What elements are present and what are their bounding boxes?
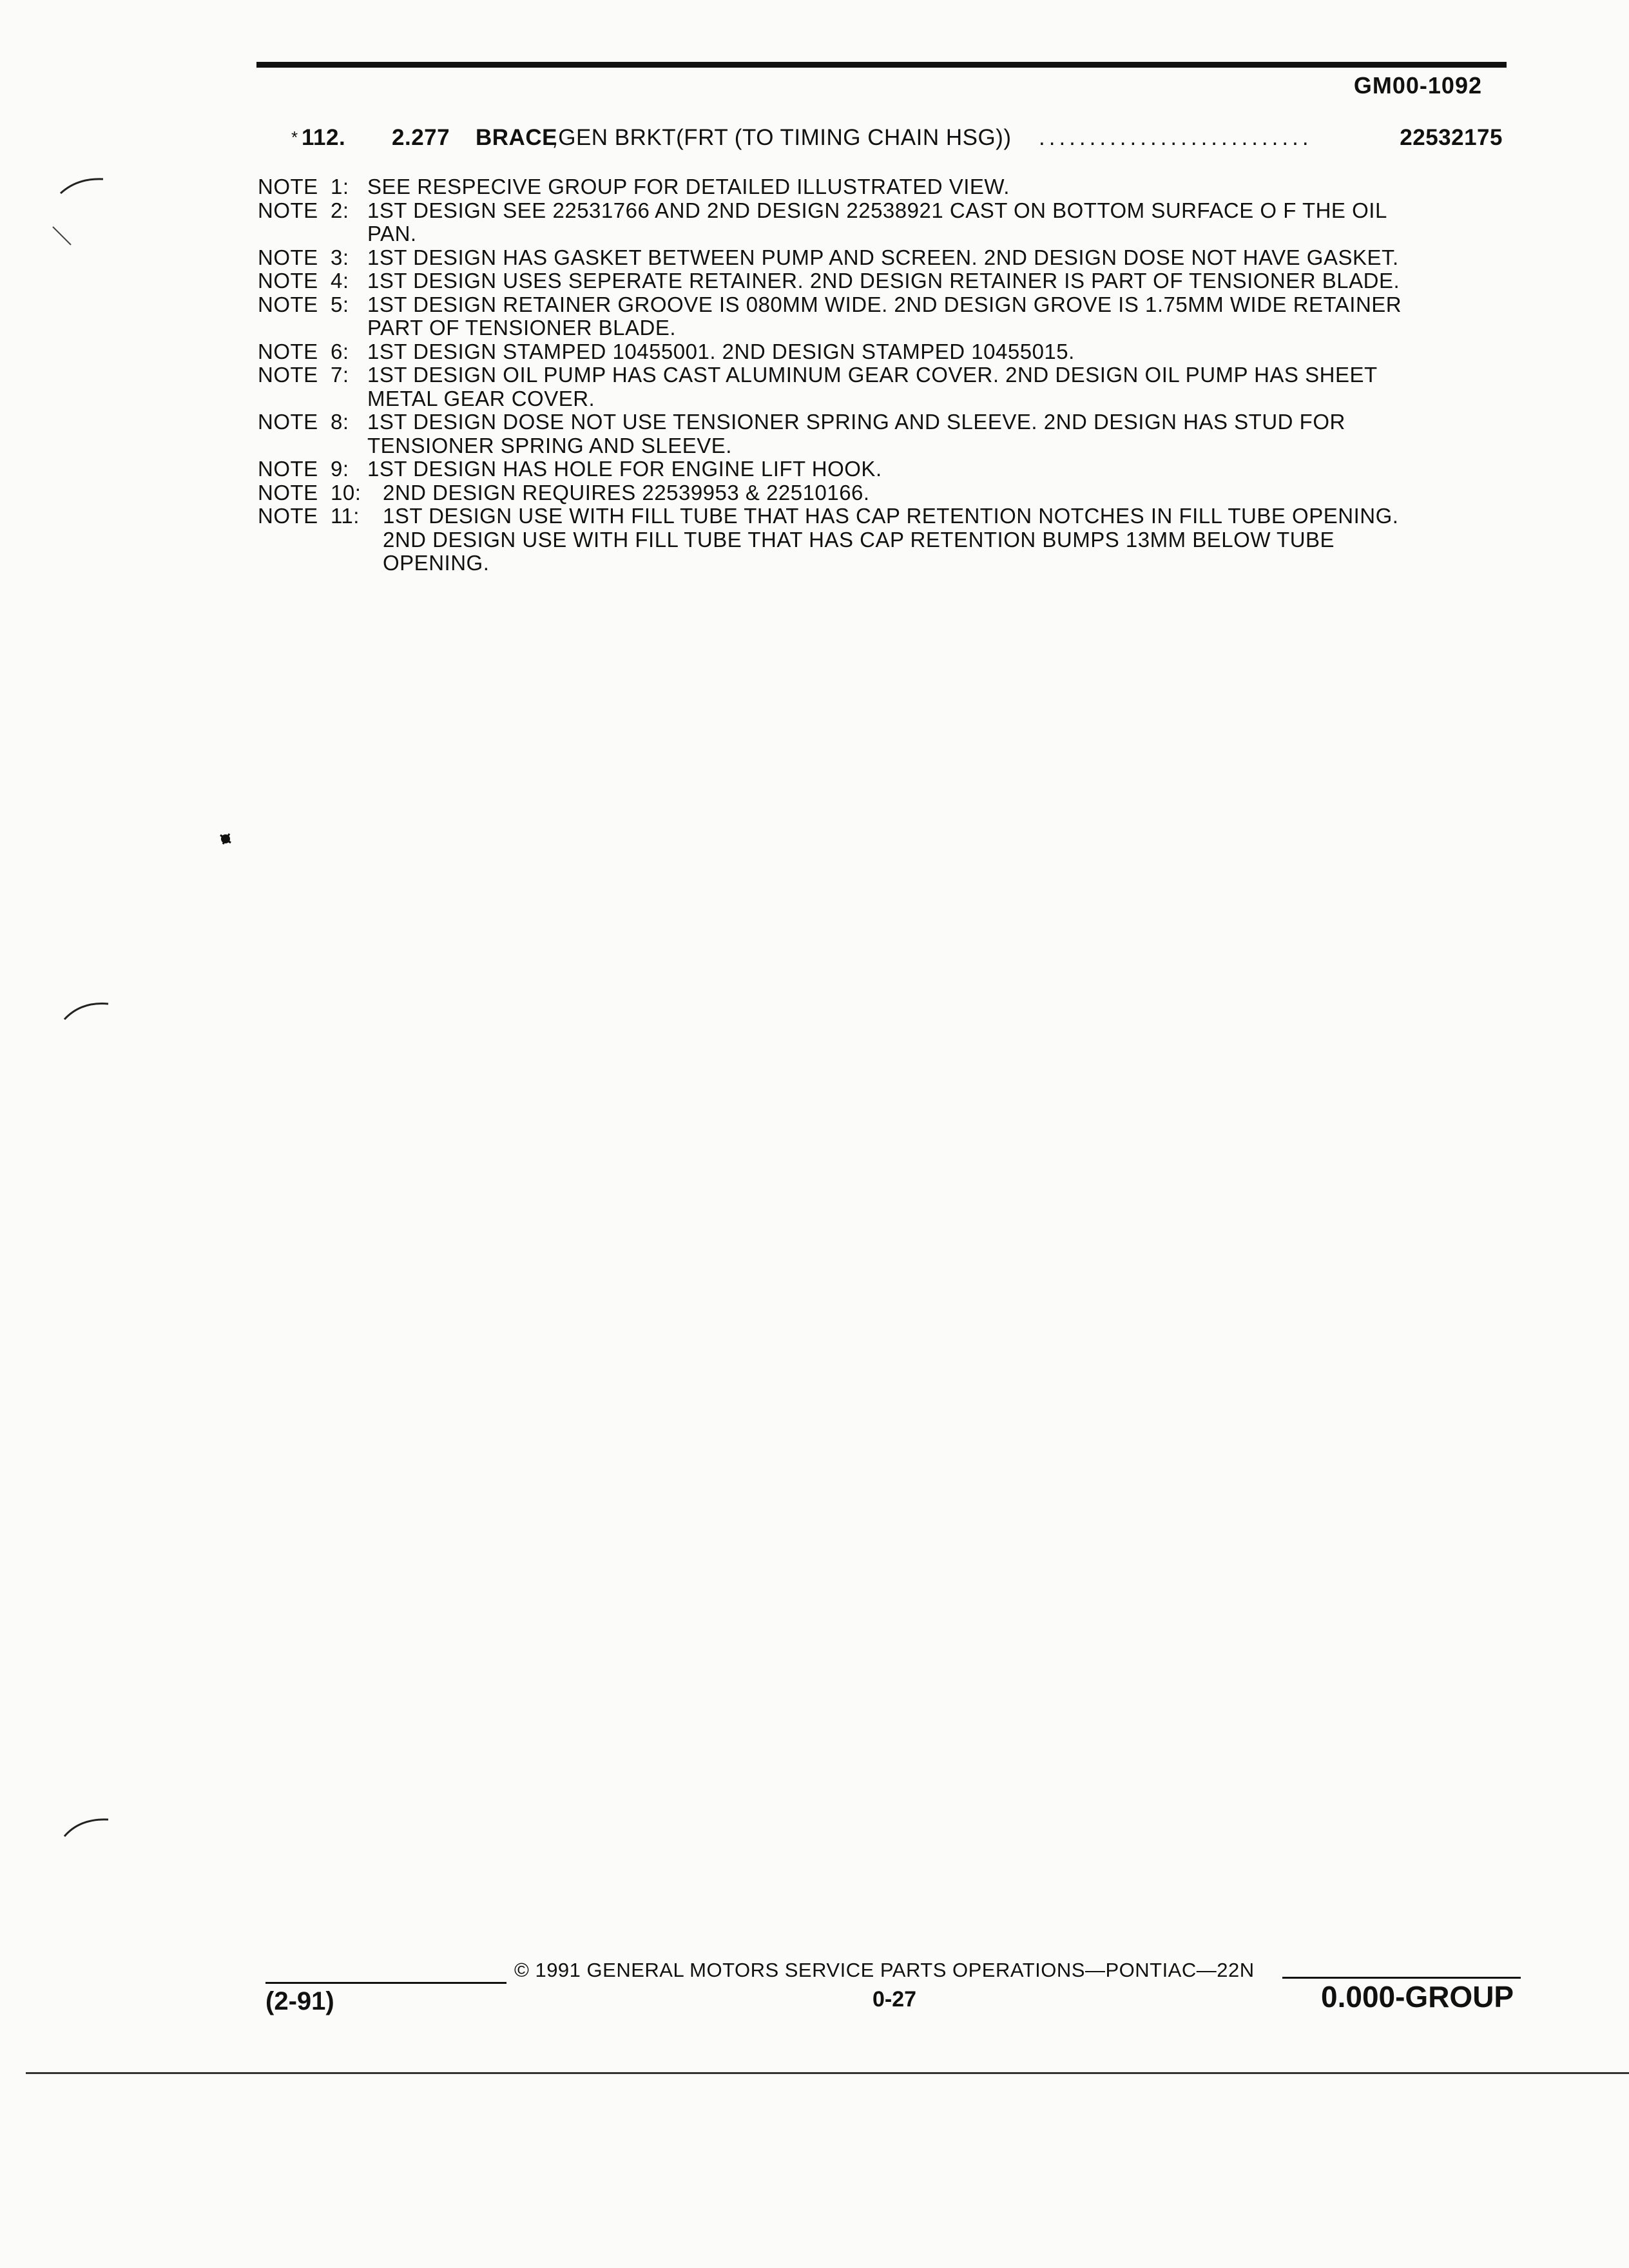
note-text: 1ST DESIGN SEE 22531766 AND 2ND DESIGN 22538921 CAST ON BOTTOM SURFACE O F THE OIL PAN. (367, 198, 1387, 245)
note-4 (258, 269, 1482, 293)
footer-rule-right (1282, 1977, 1521, 1979)
note-11 (258, 505, 1482, 575)
note-label: NOTE 4: (258, 269, 349, 293)
header-rule (256, 62, 1507, 68)
punch-hole-arc-icon (58, 174, 110, 213)
note-5 (258, 293, 1482, 340)
ink-blot-icon (217, 830, 236, 849)
group-label: 0.000-GROUP (1321, 1980, 1514, 2013)
item-code: 2.277 (392, 125, 450, 150)
note-text: 1ST DESIGN HAS HOLE FOR ENGINE LIFT HOOK. (367, 457, 882, 481)
document-id: GM00-1092 (1353, 72, 1482, 99)
note-8 (258, 410, 1482, 457)
note-text: 1ST DESIGN HAS GASKET BETWEEN PUMP AND SCREEN. 2ND DESIGN DOSE NOT HAVE GASKET. (367, 245, 1399, 269)
item-leader-dots: ........................... (1039, 125, 1313, 150)
item-part-number: 22532175 (1400, 125, 1503, 150)
note-text: 1ST DESIGN STAMPED 10455001. 2ND DESIGN STAMPED 10455015. (367, 339, 1075, 363)
note-label: NOTE 5: (258, 292, 349, 316)
note-10 (258, 481, 1482, 505)
page-bottom-rule (26, 2072, 1629, 2074)
note-6 (258, 340, 1482, 364)
note-2 (258, 199, 1482, 246)
note-label: NOTE 3: (258, 245, 349, 269)
page-number: 0-27 (872, 1987, 917, 2012)
note-text: 1ST DESIGN RETAINER GROOVE IS 080MM WIDE. 2ND DESIGN GROVE IS 1.75MM WIDE RETAINER PART OF TENSIONER BLADE. (367, 292, 1402, 340)
copyright-line: © 1991 GENERAL MOTORS SERVICE PARTS OPERATIONS—PONTIAC—22N (514, 1959, 1255, 1981)
note-label: NOTE 2: (258, 198, 349, 222)
note-text: 1ST DESIGN USE WITH FILL TUBE THAT HAS CAP RETENTION NOTCHES IN FILL TUBE OPENING. 2ND DESIGN USE WITH FILL TUBE THAT HAS CAP RETENTION BUMPS 13MM BELOW TUBE OPENING. (383, 504, 1399, 575)
note-label: NOTE 8: (258, 410, 349, 434)
note-text: 1ST DESIGN DOSE NOT USE TENSIONER SPRING AND SLEEVE. 2ND DESIGN HAS STUD FOR TENSIONER SPRING AND SLEEVE. (367, 410, 1345, 457)
notes-list (258, 175, 1482, 575)
note-9 (258, 457, 1482, 481)
note-7 (258, 363, 1482, 410)
footer-rule-left (265, 1982, 506, 1984)
note-text: 1ST DESIGN OIL PUMP HAS CAST ALUMINUM GEAR COVER. 2ND DESIGN OIL PUMP HAS SHEET METAL GEAR COVER. (367, 363, 1378, 410)
punch-hole-arc-icon (62, 1812, 113, 1850)
note-text: SEE RESPECIVE GROUP FOR DETAILED ILLUSTRATED VIEW. (367, 175, 1010, 198)
note-text: 1ST DESIGN USES SEPERATE RETAINER. 2ND DESIGN RETAINER IS PART OF TENSIONER BLADE. (367, 269, 1400, 293)
punch-hole-arc-icon (62, 994, 113, 1032)
item-description: ,GEN BRKT(FRT (TO TIMING CHAIN HSG)) (552, 125, 1012, 150)
note-1 (258, 175, 1482, 199)
item-name: BRACE (476, 125, 557, 150)
note-label: NOTE 6: (258, 339, 349, 363)
note-3 (258, 246, 1482, 270)
note-label: NOTE 10: (258, 480, 361, 505)
parts-item-row (291, 125, 1503, 156)
item-number: 112. (302, 125, 346, 150)
scan-streak-icon (52, 226, 77, 251)
note-label: NOTE 1: (258, 175, 349, 198)
note-label: NOTE 7: (258, 363, 349, 387)
note-label: NOTE 9: (258, 457, 349, 481)
revision-date: (2-91) (265, 1987, 334, 2015)
item-asterisk-mark: * (291, 128, 298, 147)
note-text: 2ND DESIGN REQUIRES 22539953 & 22510166. (383, 480, 870, 505)
note-label: NOTE 11: (258, 504, 360, 528)
